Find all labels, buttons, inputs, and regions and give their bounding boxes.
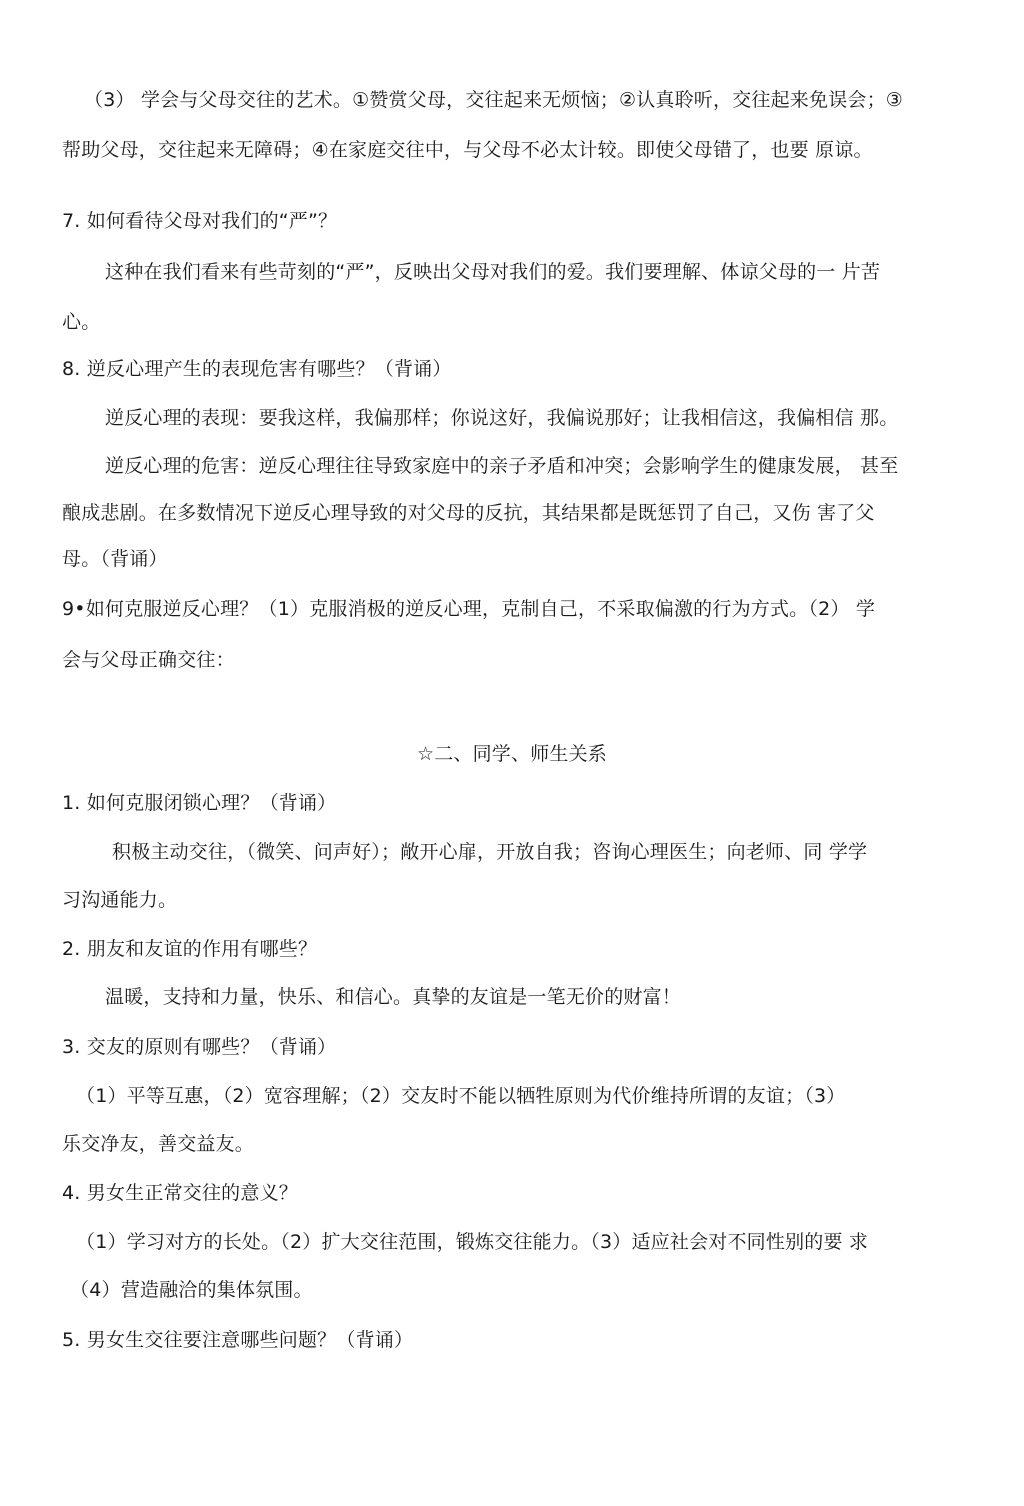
text-line: 这种在我们看来有些苛刻的“严”，反映出父母对我们的爱。我们要理解、体谅父母的一 片苦 xyxy=(105,261,881,283)
text-line: 温暖，支持和力量，快乐、和信心。真挚的友谊是一笔无价的财富！ xyxy=(105,986,682,1008)
text-line: 逆反心理的危害：逆反心理往往导致家庭中的亲子矛盾和冲突；会影响学生的健康发展， 甚至 xyxy=(105,455,899,477)
text-line: （1）平等互惠，（2）宽容理解；（2）交友时不能以牺牲原则为代价维持所谓的友谊；（3） xyxy=(76,1085,846,1107)
question-heading: 7. 如何看待父母对我们的“严”？ xyxy=(62,210,338,232)
text-line: （3） 学会与父母交往的艺术。①赞赏父母，交往起来无烦恼；②认真聆听，交往起来免误会；③ xyxy=(84,89,904,111)
question-heading: 4. 男女生正常交往的意义？ xyxy=(62,1182,298,1204)
question-heading: 2. 朋友和友谊的作用有哪些？ xyxy=(62,938,318,960)
text-line: 帮助父母，交往起来无障碍；④在家庭交往中，与父母不必太计较。即使父母错了，也要 原谅。 xyxy=(62,139,873,161)
question-heading: 3. 交友的原则有哪些？（背诵） xyxy=(62,1036,337,1058)
section-title: ☆二、同学、师生关系 xyxy=(416,743,608,765)
text-line: （1）学习对方的长处。（2）扩大交往范围，锻炼交往能力。（3）适应社会对不同性别的要 求 xyxy=(76,1231,869,1253)
text-line: 母。（背诵） xyxy=(62,548,168,570)
text-line: 乐交净友，善交益友。 xyxy=(62,1133,255,1155)
question-heading: 1. 如何克服闭锁心理？（背诵） xyxy=(62,792,337,814)
text-line: 心。 xyxy=(62,311,101,333)
text-line: 会与父母正确交往： xyxy=(62,649,235,671)
text-line: 逆反心理的表现：要我这样，我偏那样；你说这好，我偏说那好；让我相信这，我偏相信 那。 xyxy=(105,407,899,429)
question-heading: 8. 逆反心理产生的表现危害有哪些？（背诵） xyxy=(62,358,452,380)
question-heading: 9•如何克服逆反心理？（1）克服消极的逆反心理，克制自己，不采取偏激的行为方式。（2） 学 xyxy=(62,598,876,620)
question-heading: 5. 男女生交往要注意哪些问题？（背诵） xyxy=(62,1329,414,1351)
text-line: （4）营造融洽的集体氛围。 xyxy=(70,1279,313,1301)
text-line: 习沟通能力。 xyxy=(62,889,178,911)
text-line: 酿成悲剧。在多数情况下逆反心理导致的对父母的反抗，其结果都是既惩罚了自己，又伤 害了父 xyxy=(62,502,875,524)
text-line: 积极主动交往，（微笑、问声好）；敞开心扉，开放自我；咨询心理医生；向老师、同 学学 xyxy=(112,841,868,863)
